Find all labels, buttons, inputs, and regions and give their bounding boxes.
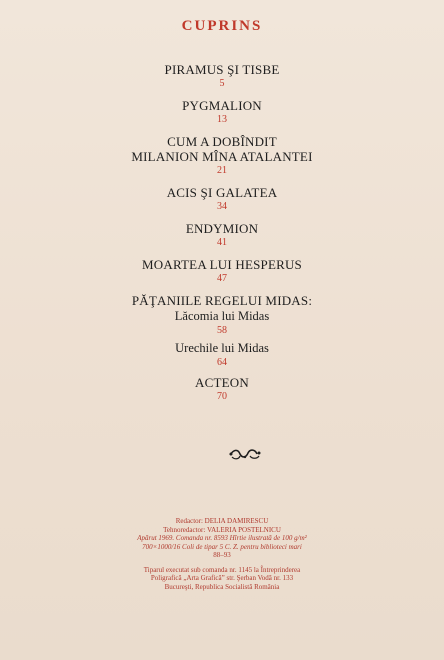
colophon-tehnoredactor: Tehnoredactor: VALERIA POSTELNICU xyxy=(163,525,281,534)
toc-entry-title: PĂŢANIILE REGELUI MIDAS: xyxy=(131,293,313,308)
table-of-contents xyxy=(0,62,444,407)
toc-entry-hesperus xyxy=(0,257,444,285)
colophon-print-info: 700×1000/16 Coli de tipar 5 C. Z. pentru biblioteci mari xyxy=(142,542,302,551)
toc-entry-title-line2: MILANION MÎNA ATALANTEI xyxy=(131,149,313,164)
toc-entry-page: 21 xyxy=(217,165,227,176)
toc-entry-page: 5 xyxy=(219,78,225,89)
colophon-print-info: 88–93 xyxy=(213,551,231,559)
toc-entry-page: 58 xyxy=(217,325,227,336)
toc-entry-page: 13 xyxy=(217,114,227,125)
toc-entry-title: ENDYMION xyxy=(185,221,259,236)
toc-entry-endymion xyxy=(0,221,444,249)
toc-entry-title: MOARTEA LUI HESPERUS xyxy=(142,257,302,272)
colophon-printer: Tiparul executat sub comanda nr. 1145 la Întreprinderea xyxy=(143,565,301,574)
toc-entry-subtitle: Lăcomia lui Midas xyxy=(174,309,270,323)
toc-entry-title: CUM A DOBÎNDIT xyxy=(167,134,277,149)
colophon-printer: Bucureşti, Republica Socialistă România xyxy=(164,582,280,591)
toc-entry-acis xyxy=(0,185,444,213)
toc-entry-midas xyxy=(0,293,444,337)
toc-entry-page: 64 xyxy=(217,357,227,368)
toc-entry-title: ACTEON xyxy=(195,375,249,390)
toc-entry-page: 34 xyxy=(217,201,227,212)
toc-entry-milanion xyxy=(0,134,444,177)
toc-entry-page: 41 xyxy=(217,237,227,248)
colophon-redactor: Redactor: DELIA DAMIRESCU xyxy=(175,517,269,525)
toc-entry-page: 70 xyxy=(217,391,227,402)
toc-entry-page: 47 xyxy=(217,273,227,284)
colophon xyxy=(0,517,444,591)
toc-entry-pygmalion xyxy=(0,98,444,126)
toc-entry-title: PIRAMUS ŞI TISBE xyxy=(164,62,280,77)
toc-entry-subtitle: Urechile lui Midas xyxy=(175,341,269,355)
page-title: CUPRINS xyxy=(181,18,263,34)
toc-entry-piramus xyxy=(0,62,444,90)
toc-entry-acteon xyxy=(0,375,444,403)
toc-entry-title: PYGMALION xyxy=(182,98,262,113)
fleuron-ornament-icon xyxy=(228,446,262,462)
toc-entry-urechile xyxy=(0,341,444,369)
toc-entry-title: ACIS ŞI GALATEA xyxy=(166,185,278,200)
colophon-print-info: Apărut 1969. Comanda nr. 8593 Hîrtie ilustrată de 100 g/m² xyxy=(137,534,307,542)
colophon-printer: Poligrafică „Arta Grafică” str. Şerban Vodă nr. 133 xyxy=(150,574,294,582)
